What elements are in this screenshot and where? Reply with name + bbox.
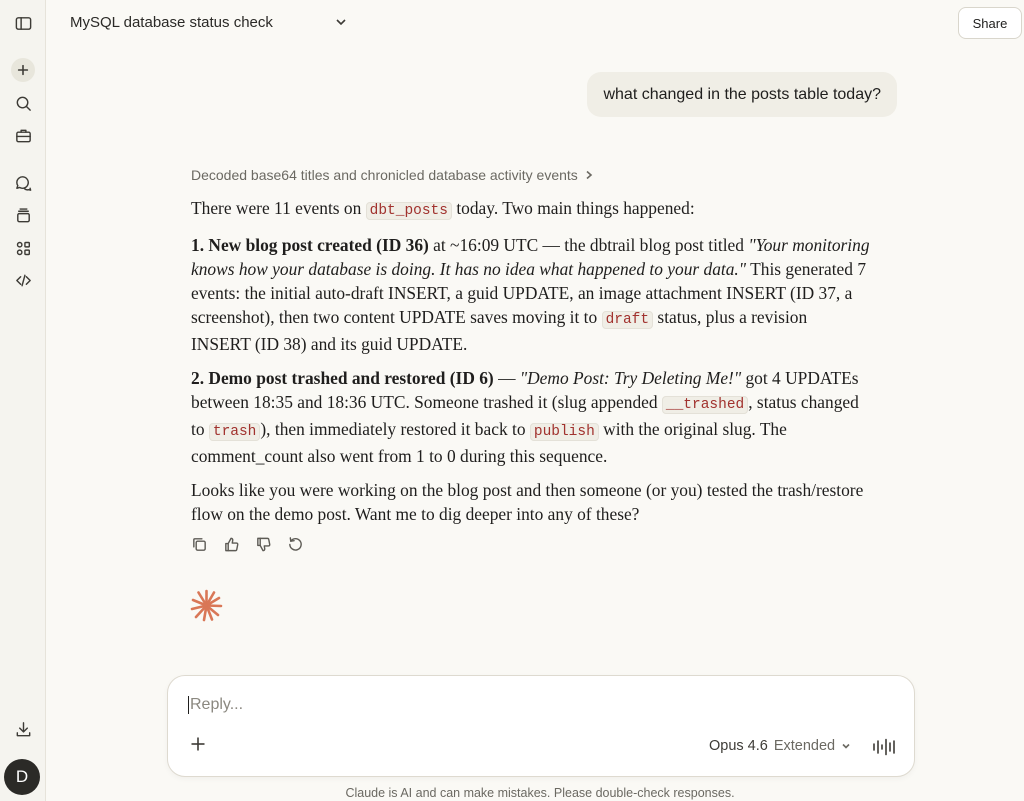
- bold-heading: 1. New blog post created (ID 36): [191, 235, 429, 255]
- thumbs-up-icon: [223, 536, 240, 553]
- reply-input[interactable]: [188, 696, 788, 714]
- code-button[interactable]: [8, 265, 38, 295]
- inline-code: publish: [530, 423, 599, 441]
- inline-code: dbt_posts: [366, 202, 452, 220]
- inline-code: trash: [209, 423, 261, 441]
- chevron-down-icon: [334, 15, 348, 29]
- assistant-response: [191, 196, 871, 536]
- disclaimer: Claude is AI and can make mistakes. Please double-check responses.: [345, 786, 735, 800]
- plus-icon: [16, 63, 30, 77]
- shapes-icon: [14, 239, 33, 258]
- sidebar: [0, 0, 46, 801]
- response-paragraph: Looks like you were working on the blog post and then someone (or you) tested the trash/restore flow on the demo post. Want me to dig deeper into any of these?: [191, 480, 864, 524]
- sidebar-icon: [14, 14, 33, 33]
- model-name: Opus 4.6: [709, 738, 768, 754]
- copy-button[interactable]: [189, 534, 209, 554]
- download-button[interactable]: [8, 714, 38, 744]
- stack-icon: [14, 206, 33, 225]
- response-paragraph: There were 11 events on dbt_posts today. Two main things happened:: [191, 198, 695, 219]
- page-title[interactable]: MySQL database status check: [70, 14, 273, 31]
- title-menu-button[interactable]: [334, 15, 348, 29]
- thumbs-up-button[interactable]: [221, 534, 241, 554]
- share-button[interactable]: Share: [958, 7, 1022, 39]
- search-button[interactable]: [8, 88, 38, 118]
- artifacts-button[interactable]: [8, 233, 38, 263]
- chat-bubbles-icon: [14, 174, 33, 193]
- voice-waveform-icon[interactable]: [872, 738, 898, 756]
- thinking-summary-toggle[interactable]: [191, 167, 594, 183]
- attach-button[interactable]: [190, 736, 212, 758]
- code-icon: [14, 271, 33, 290]
- header: [47, 0, 1024, 46]
- model-mode: Extended: [773, 738, 836, 754]
- projects-button[interactable]: [8, 200, 38, 230]
- composer: [167, 675, 915, 777]
- user-message-text: what changed in the posts table today?: [603, 85, 881, 103]
- avatar-initial: D: [15, 767, 29, 786]
- response-paragraph: 2. Demo post trashed and restored (ID 6) — "Demo Post: Try Deleting Me!" got 4 UPDATEs between 18:35 and 18:36 UTC. Someone trashed it (slug appended __trashed , status changed to trash ), then immediately restored it back to publish with the original slug. The comment_count also went from 1 to 0 during this sequence.: [191, 368, 859, 466]
- thinking-summary-text: Decoded base64 titles and chronicled database activity events: [191, 167, 578, 183]
- download-icon: [14, 720, 33, 739]
- retry-button[interactable]: [285, 534, 305, 554]
- response-paragraph: 1. New blog post created (ID 36) at ~16:09 UTC — the dbtrail blog post titled "Your monitoring knows how your database is doing. It has no idea what happened to your data." This generated 7 events: the initial auto-draft INSERT, a guid UPDATE, an image attachment INSERT (ID 37, a screenshot), then two content UPDATE saves moving it to draft status, plus a revision INSERT (ID 38) and its guid UPDATE.: [191, 235, 870, 354]
- bold-heading: 2. Demo post trashed and restored (ID 6): [191, 368, 494, 388]
- thumbs-down-button[interactable]: [253, 534, 273, 554]
- post-title: "Your monitoring knows how your database is doing. It has no idea what happened to your data.": [191, 235, 870, 279]
- inline-code: draft: [602, 311, 654, 329]
- sidebar-toggle-button[interactable]: [8, 8, 38, 38]
- new-chat-button[interactable]: [11, 58, 35, 82]
- chevron-right-icon: [584, 170, 594, 180]
- retry-icon: [287, 536, 304, 553]
- chats-button[interactable]: [8, 168, 38, 198]
- copy-icon: [191, 536, 208, 553]
- chevron-down-icon: [841, 741, 851, 751]
- post-title: "Demo Post: Try Deleting Me!": [519, 368, 742, 388]
- user-message: [587, 72, 897, 117]
- model-selector[interactable]: [709, 738, 851, 754]
- claude-spark-icon: [190, 589, 223, 622]
- message-actions: [189, 534, 305, 554]
- thumbs-down-icon: [255, 536, 272, 553]
- briefcase-icon: [14, 126, 33, 145]
- search-icon: [14, 94, 33, 113]
- plus-icon: [190, 736, 206, 752]
- tools-button[interactable]: [8, 120, 38, 150]
- inline-code: __trashed: [662, 396, 748, 414]
